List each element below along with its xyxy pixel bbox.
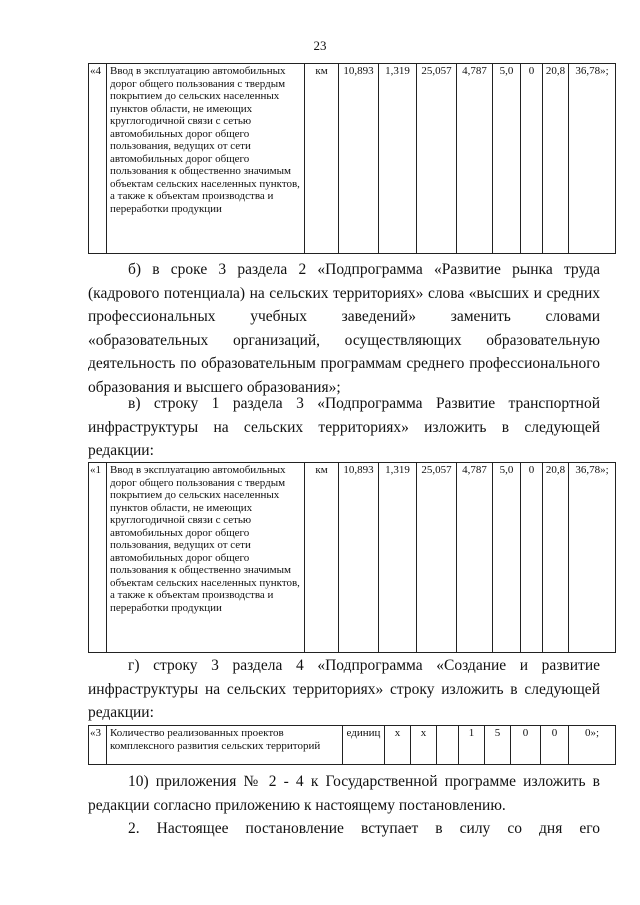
value-cell: 10,893	[339, 463, 379, 653]
table-row	[89, 726, 616, 765]
paragraph-2: 2. Настоящее постановление вступает в силу со дня его	[128, 820, 600, 837]
value-cell: 0	[521, 463, 543, 653]
value-cell: 0»;	[569, 726, 616, 765]
row-number-cell: «4	[89, 64, 107, 254]
paragraph-v: в) строку 1 раздела 3 «Подпрограмма Развитие транспортной инфраструктуры на сельских территориях» изложить в следующей редакции:	[88, 395, 600, 459]
paragraph-g: г) строку 3 раздела 4 «Подпрограмма «Создание и развитие инфраструктуры на сельских территориях» строку изложить в следующей редакции:	[88, 657, 600, 721]
indicator-name-cell: Ввод в эксплуатацию автомобильных дорог общего пользования с твердым покрытием до сельских населенных пунктов области, не имеющих круглогодичной связи с сетью автомобильных дорог общего пользования, ведущих от сети автомобильных дорог общего пользования к общественно значимым объектам сельских населенных пунктов, а также к объектам производства и переработки продукции	[107, 64, 305, 254]
row-number-cell: «1	[89, 463, 107, 653]
value-cell: 5,0	[493, 463, 521, 653]
indicator-name-cell: Ввод в эксплуатацию автомобильных дорог общего пользования с твердым покрытием до сельских населенных пунктов области, не имеющих круглогодичной связи с сетью автомобильных дорог общего пользования, ведущих от сети автомобильных дорог общего пользования к общественно значимым объектам сельских населенных пунктов, а также к объектам производства и переработки продукции	[107, 463, 305, 653]
value-cell: х	[411, 726, 437, 765]
value-cell: 5,0	[493, 64, 521, 254]
value-cell: 0	[521, 64, 543, 254]
value-cell: 36,78»;	[569, 64, 616, 254]
table-row	[89, 463, 616, 653]
value-cell: 36,78»;	[569, 463, 616, 653]
value-cell: 25,057	[417, 463, 457, 653]
indicator-name-cell: Количество реализованных проектов комплексного развития сельских территорий	[107, 726, 343, 765]
value-cell: 20,8	[543, 64, 569, 254]
paragraph-b: б) в сроке 3 раздела 2 «Подпрограмма «Развитие рынка труда (кадрового потенциала) на сельских территориях» слова «высших и средних профессиональных учебных заведений» заменить словами «образовательных организаций, осуществляющих образовательную деятельность по образовательным программам среднего профессионального образования и высшего образования»;	[88, 261, 600, 396]
indicator-table-2	[88, 462, 616, 653]
value-cell: 4,787	[457, 64, 493, 254]
value-cell: 5	[485, 726, 511, 765]
value-cell	[437, 726, 459, 765]
unit-cell: единиц	[343, 726, 385, 765]
value-cell: 10,893	[339, 64, 379, 254]
row-number-cell: «3	[89, 726, 107, 765]
unit-cell: км	[305, 64, 339, 254]
value-cell: 1,319	[379, 463, 417, 653]
value-cell: 20,8	[543, 463, 569, 653]
value-cell: х	[385, 726, 411, 765]
page-number: 23	[313, 38, 327, 53]
value-cell: 1	[459, 726, 485, 765]
value-cell: 1,319	[379, 64, 417, 254]
value-cell: 0	[541, 726, 569, 765]
table-row	[89, 64, 616, 254]
paragraph-10: 10) приложения № 2 - 4 к Государственной программе изложить в редакции согласно приложению к настоящему постановлению.	[88, 773, 600, 814]
indicator-table-1	[88, 63, 616, 254]
value-cell: 4,787	[457, 463, 493, 653]
value-cell: 25,057	[417, 64, 457, 254]
value-cell: 0	[511, 726, 541, 765]
indicator-table-3	[88, 725, 616, 765]
unit-cell: км	[305, 463, 339, 653]
